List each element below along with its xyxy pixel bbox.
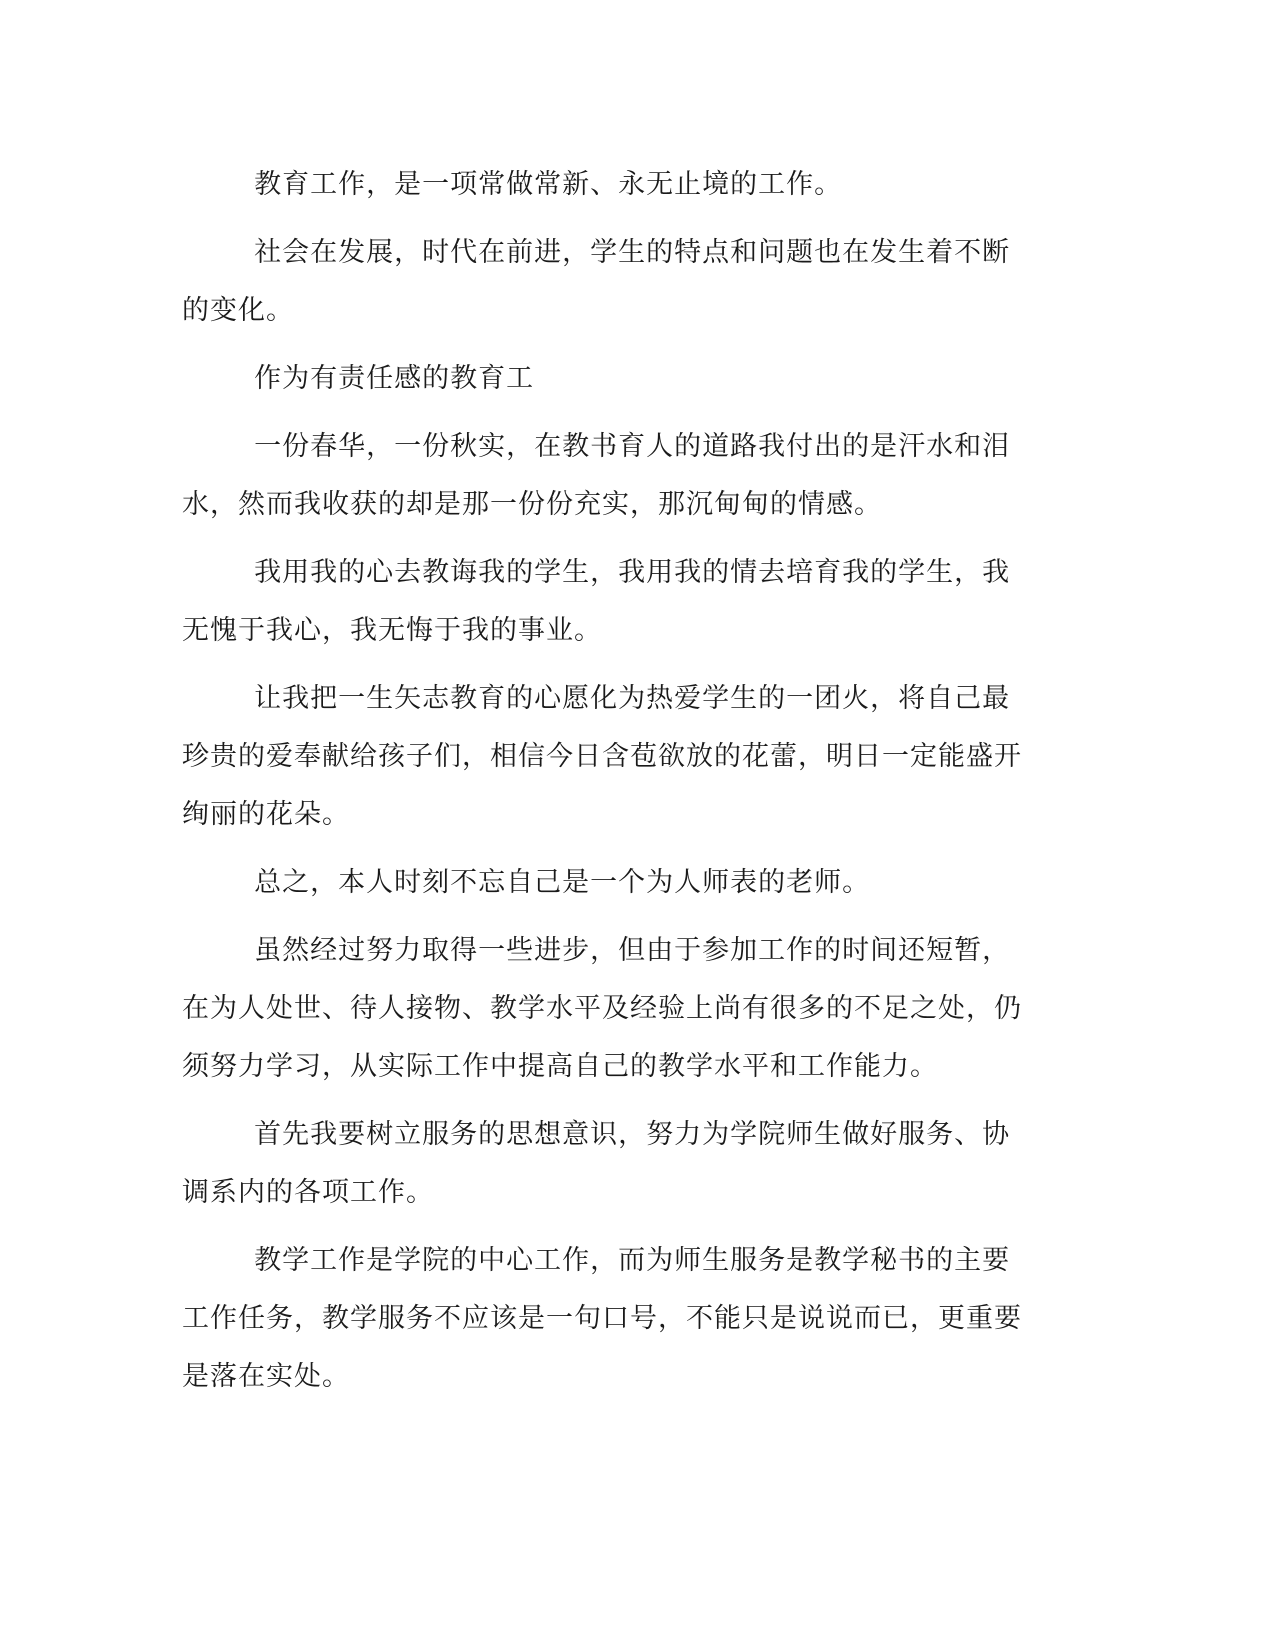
paragraph-6: 让我把一生矢志教育的心愿化为热爱学生的一团火，将自己最珍贵的爱奉献给孩子们，相信今日含苞欲放的花蕾，明日一定能盛开绚丽的花朵。 — [182, 683, 1022, 830]
paragraph-2: 社会在发展，时代在前进，学生的特点和问题也在发生着不断的变化。 — [182, 237, 1011, 326]
paragraph-9: 首先我要树立服务的思想意识，努力为学院师生做好服务、协调系内的各项工作。 — [182, 1119, 1011, 1208]
paragraph-10: 教学工作是学院的中心工作，而为师生服务是教学秘书的主要工作任务，教学服务不应该是一句口号，不能只是说说而已，更重要是落在实处。 — [182, 1245, 1022, 1392]
paragraph-4: 一份春华，一份秋实，在教书育人的道路我付出的是汗水和泪水，然而我收获的却是那一份份充实，那沉甸甸的情感。 — [182, 431, 1011, 520]
paragraph-7: 总之，本人时刻不忘自己是一个为人师表的老师。 — [254, 867, 871, 898]
paragraph-8: 虽然经过努力取得一些进步，但由于参加工作的时间还短暂，在为人处世、待人接物、教学水平及经验上尚有很多的不足之处，仍须努力学习，从实际工作中提高自己的教学水平和工作能力。 — [182, 935, 1022, 1082]
paragraph-3: 作为有责任感的教育工 — [254, 363, 535, 394]
paragraph-1: 教育工作，是一项常做常新、永无止境的工作。 — [254, 169, 843, 200]
paragraph-5: 我用我的心去教诲我的学生，我用我的情去培育我的学生，我无愧于我心，我无悔于我的事业。 — [182, 557, 1011, 646]
document-body — [182, 156, 1032, 1416]
